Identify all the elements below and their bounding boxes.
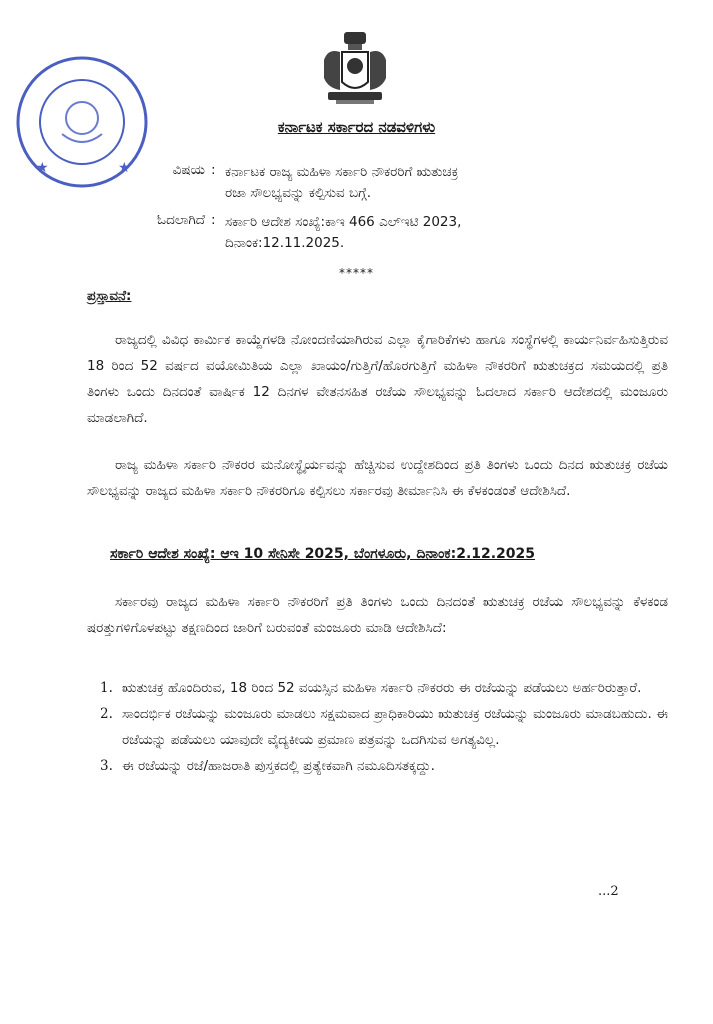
state-emblem-icon <box>318 30 392 106</box>
document-title: ಕರ್ನಾಟಕ ಸರ್ಕಾರದ ನಡವಳಿಗಳು <box>277 118 436 136</box>
reference-line-1: ಸರ್ಕಾರಿ ಆದೇಶ ಸಂಖ್ಯೆ:ಕಾಇ 466 ಎಲ್ಇಟಿ 2023, <box>225 214 462 230</box>
subject-colon: : <box>211 162 216 178</box>
subject-line-1: ಕರ್ನಾಟಕ ರಾಜ್ಯ ಮಹಿಳಾ ಸರ್ಕಾರಿ ನೌಕರರಿಗೆ ಋತುಚಕ್ರ <box>225 164 459 180</box>
subject-line-2: ರಜಾ ಸೌಲಭ್ಯವನ್ನು ಕಲ್ಪಿಸುವ ಬಗ್ಗೆ. <box>225 185 372 201</box>
separator: ***** <box>339 266 374 280</box>
svg-text:★: ★ <box>36 160 49 176</box>
svg-text:★: ★ <box>118 160 131 176</box>
page-continuation: ...2 <box>598 884 619 899</box>
reference-colon: : <box>211 212 216 228</box>
list-item: 2. ಸಾಂದರ್ಭಿಕ ರಜೆಯನ್ನು ಮಂಜೂರು ಮಾಡಲು ಸಕ್ಷಮವಾದ ಪ್ರಾಧಿಕಾರಿಯು ಋತುಚಕ್ರ ರಜೆಯನ್ನು ಮಂಜೂರು ಮಾಡಬಹುದು. ಈ ರಜೆಯನ್ನು ಪಡೆಯಲು ಯಾವುದೇ ವೈದ್ಯಕೀಯ ಪ್ರಮಾಣ ಪತ್ರವನ್ನು ಒದಗಿಸುವ ಅಗತ್ಯವಿಲ್ಲ. <box>100 706 668 748</box>
preamble-paragraph-1: ರಾಜ್ಯದಲ್ಲಿ ವಿವಿಧ ಕಾರ್ಮಿಕ ಕಾಯ್ದೆಗಳಡಿ ನೋಂದಣಿಯಾಗಿರುವ ಎಲ್ಲಾ ಕೈಗಾರಿಕೆಗಳು ಹಾಗೂ ಸಂಸ್ಥೆಗಳಲ್ಲಿ ಕಾರ್ಯನಿರ್ವಹಿಸುತ್ತಿರುವ 18 ರಿಂದ 52 ವರ್ಷದ ವಯೋಮಿತಿಯ ಎಲ್ಲಾ ಖಾಯಂ/ಗುತ್ತಿಗೆ/ಹೊರಗುತ್ತಿಗೆ ಮಹಿಳಾ ನೌಕರರಿಗೆ ಋತುಚಕ್ರದ ಸಮಯದಲ್ಲಿ ಪ್ರತಿ ತಿಂಗಳು ಒಂದು ದಿನದಂತೆ ವಾರ್ಷಿಕ 12 ದಿನಗಳ ವೇತನಸಹಿತ ರಜೆಯ ಸೌಲಭ್ಯವನ್ನು ಓದಲಾದ ಸರ್ಕಾರಿ ಆದೇಶದಲ್ಲಿ ಮಂಜೂರು ಮಾಡಲಾಗಿದೆ. <box>87 332 668 426</box>
conditions-list <box>100 675 668 779</box>
order-heading: ಸರ್ಕಾರಿ ಆದೇಶ ಸಂಖ್ಯೆ: ಆಇ 10 ಸೇನಿಸೇ 2025, ಬೆಂಗಳೂರು, ದಿನಾಂಕ:2.12.2025 <box>110 546 536 562</box>
preamble-heading: ಪ್ರಸ್ತಾವನೆ: <box>87 288 132 304</box>
subject-row <box>60 162 620 204</box>
reference-line-2: ದಿನಾಂಕ:12.11.2025. <box>225 235 345 251</box>
subject-label: ವಿಷಯ <box>172 162 205 178</box>
reference-row <box>60 212 620 254</box>
preamble-paragraph-2: ರಾಜ್ಯ ಮಹಿಳಾ ಸರ್ಕಾರಿ ನೌಕರರ ಮನೋಸ್ಥೈರ್ಯವನ್ನು ಹೆಚ್ಚಿಸುವ ಉದ್ದೇಶದಿಂದ ಪ್ರತಿ ತಿಂಗಳು ಒಂದು ದಿನದ ಋತುಚಕ್ರ ರಜೆಯ ಸೌಲಭ್ಯವನ್ನು ರಾಜ್ಯದ ಮಹಿಳಾ ಸರ್ಕಾರಿ ನೌಕರರಿಗೂ ಕಲ್ಪಿಸಲು ಸರ್ಕಾರವು ತೀರ್ಮಾನಿಸಿ ಈ ಕೆಳಕಂಡಂತೆ ಆದೇಶಿಸಿದೆ. <box>87 457 668 499</box>
list-item: 3. ಈ ರಜೆಯನ್ನು ರಜೆ/ಹಾಜರಾತಿ ಪುಸ್ತಕದಲ್ಲಿ ಪ್ರತ್ಯೇಕವಾಗಿ ನಮೂದಿಸತಕ್ಕದ್ದು. <box>100 758 435 774</box>
list-item: 1. ಋತುಚಕ್ರ ಹೊಂದಿರುವ, 18 ರಿಂದ 52 ವಯಸ್ಸಿನ ಮಹಿಳಾ ಸರ್ಕಾರಿ ನೌಕರರು ಈ ರಜೆಯನ್ನು ಪಡೆಯಲು ಅರ್ಹರಿರುತ್ತಾರೆ. <box>100 680 642 696</box>
reference-label: ಓದಲಾಗಿದೆ <box>157 212 205 228</box>
order-paragraph: ಸರ್ಕಾರವು ರಾಜ್ಯದ ಮಹಿಳಾ ಸರ್ಕಾರಿ ನೌಕರರಿಗೆ ಪ್ರತಿ ತಿಂಗಳು ಒಂದು ದಿನದಂತೆ ಋತುಚಕ್ರ ರಜೆಯ ಸೌಲಭ್ಯವನ್ನು ಕೆಳಕಂಡ ಷರತ್ತುಗಳಿಗೊಳಪಟ್ಟು ತಕ್ಷಣದಿಂದ ಜಾರಿಗೆ ಬರುವಂತೆ ಮಂಜೂರು ಮಾಡಿ ಆದೇಶಿಸಿದೆ: <box>87 594 668 636</box>
